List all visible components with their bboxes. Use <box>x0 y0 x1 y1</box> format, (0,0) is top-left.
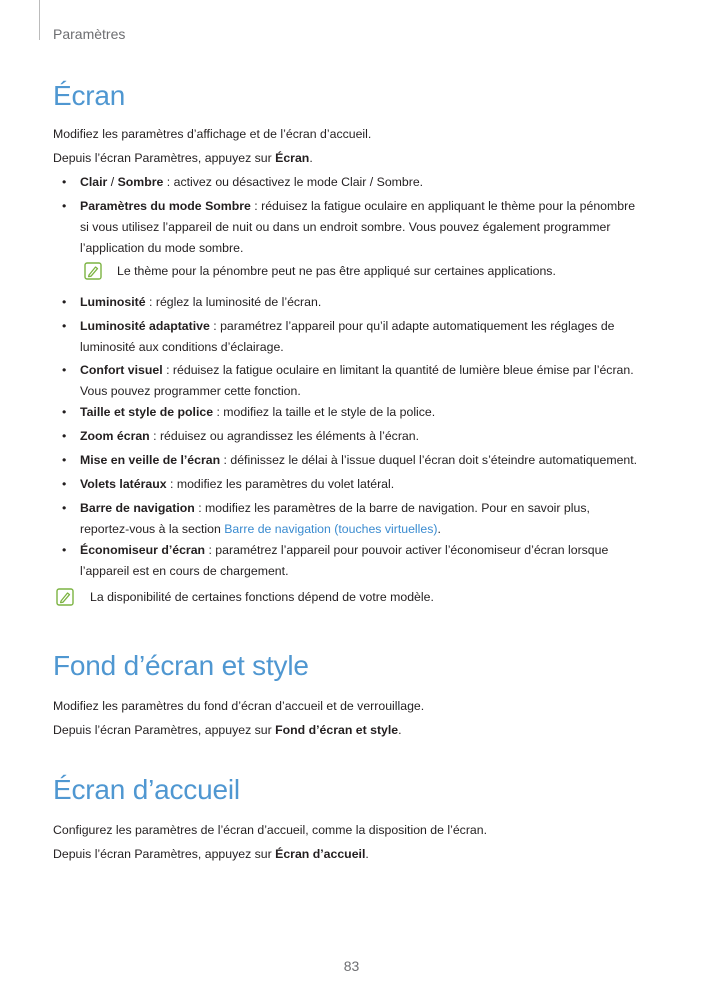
accueil-path: Depuis l’écran Paramètres, appuyez sur Écran d’accueil. <box>53 847 369 861</box>
note-icon <box>84 262 102 280</box>
list-item: • Luminosité adaptative : paramétrez l’appareil pour qu’il adapte automatiquement les réglages de luminosité aux conditions d’éclairage. <box>62 319 615 354</box>
fond-path: Depuis l’écran Paramètres, appuyez sur Fond d’écran et style. <box>53 723 402 737</box>
page-number: 83 <box>343 958 360 974</box>
note-icon <box>56 588 74 606</box>
list-item: • Paramètres du mode Sombre : réduisez la fatigue oculaire en appliquant le thème pour la pénombre si vous utilisez l’appareil de nuit ou dans un endroit sombre. Vous pouvez également programmer l’application du mode sombre. <box>62 199 636 255</box>
fond-intro: Modifiez les paramètres du fond d’écran d’accueil et de verrouillage. <box>53 699 425 713</box>
list-item: • Taille et style de police : modifiez la taille et le style de la police. <box>62 405 436 419</box>
accueil-intro: Configurez les paramètres de l’écran d’accueil, comme la disposition de l’écran. <box>53 823 488 837</box>
section-title-accueil: Écran d’accueil <box>53 774 240 805</box>
list-item: • Luminosité : réglez la luminosité de l’écran. <box>62 295 322 309</box>
section-title-ecran: Écran <box>53 80 126 111</box>
list-item: • Zoom écran : réduisez ou agrandissez les éléments à l’écran. <box>62 429 420 443</box>
navigation-bar-link[interactable]: Barre de navigation (touches virtuelles) <box>224 522 438 536</box>
ecran-path: Depuis l’écran Paramètres, appuyez sur Écran. <box>53 151 313 165</box>
list-item: • Barre de navigation : modifiez les paramètres de la barre de navigation. Pour en savoir plus, reportez-vous à la section Barre de navigation (touches virtuelles). <box>62 501 590 536</box>
list-item: • Clair / Sombre : activez ou désactivez le mode Clair / Sombre. <box>62 175 424 189</box>
section-title-fond: Fond d’écran et style <box>53 650 309 681</box>
chapter-title: Paramètres <box>53 26 126 42</box>
list-item: • Volets latéraux : modifiez les paramètres du volet latéral. <box>62 477 395 491</box>
list-item: • Confort visuel : réduisez la fatigue oculaire en limitant la quantité de lumière bleue émise par l’écran. Vous pouvez programmer cette fonction. <box>62 363 634 398</box>
list-item: • Mise en veille de l’écran : définissez le délai à l’issue duquel l’écran doit s’éteindre automatiquement. <box>62 453 638 467</box>
list-item: • Économiseur d’écran : paramétrez l’appareil pour pouvoir activer l’économiseur d’écran lorsque l’appareil est en cours de chargement. <box>62 543 609 578</box>
header-rule <box>39 0 40 40</box>
ecran-intro: Modifiez les paramètres d’affichage et de l’écran d’accueil. <box>53 127 372 141</box>
